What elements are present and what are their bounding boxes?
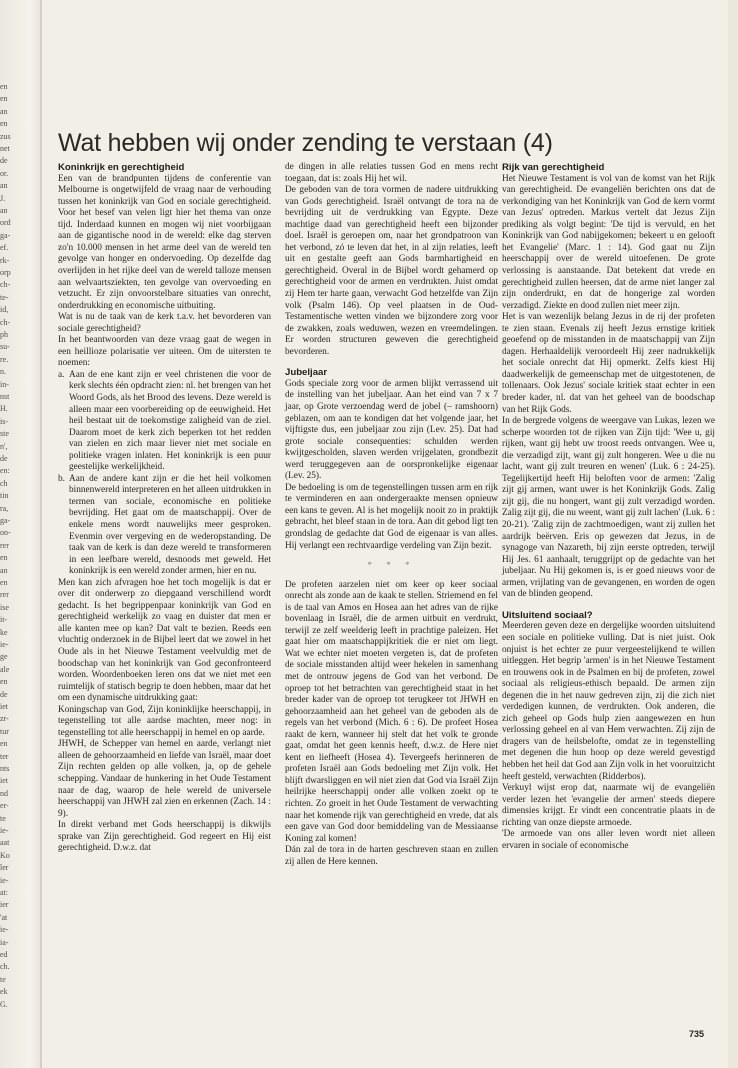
margin-fragment: ga- bbox=[0, 516, 11, 525]
margin-fragment: ste bbox=[0, 429, 9, 439]
margin-fragment: ter bbox=[0, 751, 9, 761]
paragraph-rijk-1: Het Nieuwe Testament is vol van de komst van het Rijk van gerechtigheid. De evangeliën berichten ons dat de verkondiging van het Koninkrijk van God de kern vormt van Jezus' optreden. Markus vertelt dat Jezus Zijn prediking als volgt begint: 'De tijd is vervuld, en het Koninkrijk van God nabijgekomen; bekeert u en gelooft het Evangelie' (Marc. 1 : 14). God gaat nu Zijn heerschappij over de wereld uitoefenen. De grote verlossing is aanstaande. Dat betekent dat vrede en gerechtigheid zullen heersen, dat de arme niet langer zal zijn onderdrukt, en dat de hongerige zal worden verzadigd. Ziekte en dood zullen niet meer zijn. bbox=[502, 173, 715, 311]
paragraph-definition: Koningschap van God, Zijn koninklijke heerschappij, in tegenstelling tot alle aardse machten, meer nog: in tegenstelling tot alle heerschappij in hemel en op aarde. bbox=[58, 704, 271, 738]
margin-fragment: ie- bbox=[0, 925, 9, 935]
margin-fragment: ef. bbox=[0, 243, 9, 253]
margin-fragment: ed bbox=[0, 950, 8, 959]
margin-fragment: en bbox=[0, 94, 8, 104]
article-title: Wat hebben wij onder zending te verstaan (4) bbox=[58, 129, 553, 157]
margin-fragment: Ko bbox=[0, 850, 10, 860]
margin-fragment: ia- bbox=[0, 937, 9, 947]
margin-fragment: ek bbox=[0, 987, 8, 997]
column-2 bbox=[285, 162, 498, 868]
paragraph-uitsluitend-2: Verkuyl wijst erop dat, naarmate wij de evangeliën verder lezen het 'evangelie der armen' steeds diepere dimensies krijgt. Er vindt een concentratie plaats in de richting van onze diepste armoede. bbox=[502, 783, 715, 828]
margin-fragment: en bbox=[0, 553, 8, 563]
paragraph-tora-harten: Dán zal de tora in de harten geschreven staan en zullen zij allen de Here kennen. bbox=[285, 845, 498, 867]
margin-fragment: en bbox=[0, 578, 8, 587]
margin-fragment: rer bbox=[0, 590, 9, 600]
margin-fragment: re. bbox=[0, 354, 9, 364]
list-item bbox=[58, 474, 271, 578]
section-separator: * * * bbox=[367, 560, 416, 571]
paragraph-jubeljaar-2: De bedoeling is om de tegenstellingen tussen arm en rijk te verminderen en aan ondergeraakte mensen opnieuw een kans te geven. Al is het mogelijk nooit zo in praktijk gebracht, het bleef staan in de tora. Aan dit gebod ligt ten grondslag de gedachte dat God de eigenaar is van alles. Hij verlangt een rechtvaardige verdeling van Zijn bezit. bbox=[285, 482, 498, 551]
margin-fragment: an bbox=[0, 106, 8, 116]
margin-fragment: de bbox=[0, 689, 8, 699]
list-item-text: Aan de andere kant zijn er die het heil volkomen binnenwereld interpreteren en het alleen uitdrukken in termen van sociale, economische en politieke bevrijding. Het gaat om de maatschappij. Over de enkele mens wordt nauwelijks meer gesproken. Evenmin over vergeving en de wederopstanding. De taak van de kerk is dan deze wereld te transformeren in een leefbare wereld, desnoods met geweld. Het koninkrijk is een wereld zonder armen, hier en nu. bbox=[69, 473, 271, 577]
list-item-text: Aan de ene kant zijn er veel christenen die voor de kerk slechts één opdracht zien: nl. het brengen van het Woord Gods, als het Brood des levens. Deze wereld is alleen maar een voorbereiding op de eeuwigheid. Het heil bestaat uit de toekomstige zaligheid van de ziel. Daarom moet de kerk zich beperken tot het redden van zielen en zich maar liever niet met sociale en politieke vragen inlaten. Het koninkrijk is een puur geestelijke werkelijkheid. bbox=[69, 369, 271, 473]
margin-fragment: ga- bbox=[0, 230, 11, 240]
margin-fragment: ord bbox=[0, 218, 11, 228]
column-1 bbox=[58, 162, 271, 855]
section-heading-rijk: Rijk van gerechtigheid bbox=[502, 162, 605, 173]
margin-fragment: orp bbox=[0, 268, 11, 277]
margin-fragment: an bbox=[0, 206, 8, 215]
margin-fragment: ra, bbox=[0, 503, 9, 513]
paragraph-rijk-2: Het is van wezenlijk belang Jezus in de rij der profeten te zien staan. Evenals zij heeft Jezus ernstige kritiek geoefend op de misstanden in de maatschappij van Zijn dagen. Herhaaldelijk veroordeelt Hij zeer nadrukkelijk het sociale onrecht dat Hij opmerkt. Zelfs kiest Hij daadwerkelijk de gemeenschap met de uitgestotenen, de tollenaars. Ook Jezus' sociale kritiek staat echter in een breder kader, nl. dat van het geheel van de boodschap van het Rijk Gods. bbox=[502, 312, 715, 415]
paragraph-jhwh: JHWH, de Schepper van hemel en aarde, verlangt niet alleen de gehoorzaamheid en liefde van Israël, maar doet Zijn rechten gelden op alle volken, ja, op de gehele schepping. Vandaar de hunkering in het Oude Testament naar de dag, waarop de hele wereld de universele heerschappij van JHWH zal zien en erkennen (Zach. 14 : 9). bbox=[58, 739, 271, 819]
margin-fragment: ch- bbox=[0, 280, 11, 290]
margin-fragment: ch bbox=[0, 478, 8, 488]
margin-fragment: n', bbox=[0, 441, 8, 451]
margin-fragment: 'at bbox=[0, 912, 8, 922]
column-3 bbox=[502, 162, 715, 852]
margin-fragment: ise bbox=[0, 602, 9, 612]
paragraph-uitsluitend-3: 'De armoede van ons aller leven wordt niet alleen ervaren in sociale of economische bbox=[502, 829, 715, 851]
paragraph-verband: In direkt verband met Gods heerschappij is dikwijls sprake van Zijn gerechtigheid. God regeert en Hij eist gerechtigheid. D.w.z. dat bbox=[58, 820, 271, 854]
margin-fragment: ch. bbox=[0, 962, 10, 972]
paragraph-polarisation: In het beantwoorden van deze vraag gaat de wegen in een heillioze polarisatie ver uiteen. Om de uitersten te noemen: bbox=[58, 335, 271, 369]
margin-fragment: in- bbox=[0, 379, 9, 389]
list-item bbox=[58, 370, 271, 474]
margin-fragment: id, bbox=[0, 305, 9, 315]
margin-fragment: ch- bbox=[0, 317, 11, 327]
paragraph-after-list: Men kan zich afvragen hoe het toch mogelijk is dat er over dit onderwerp zo diepgaand verschillend wordt gedacht. Is het begrippenpaar koninkrijk van God en gerechtigheid werkelijk zo vaag en duister dat men er alle kanten mee op kan? Dat valt te bezien. Reeds een vluchtig onderzoek in de Bijbel leert dat we zowel in het Oude als in het Nieuwe Testament veelvuldig met de boodschap van het koninkrijk van God geconfronteerd worden. Woordenboeken leren ons dat we niet met een ruimtelijk of statisch begrip te doen hebben, maar dat het om een dynamische uitdrukking gaat: bbox=[58, 577, 271, 704]
section-heading-jubeljaar: Jubeljaar bbox=[285, 367, 328, 379]
margin-fragment: or. bbox=[0, 168, 9, 178]
margin-fragment: on- bbox=[0, 528, 11, 538]
margin-fragment: en bbox=[0, 82, 8, 91]
margin-fragment: ke bbox=[0, 627, 8, 637]
margin-fragment: an bbox=[0, 181, 8, 191]
margin-fragment: it- bbox=[0, 615, 8, 625]
paragraph-intro: Een van de brandpunten tijdens de conferentie van Melbourne is ongetwijfeld de vraag naar de verhouding tussen het koninkrijk van God en sociale gerechtigheid. Voor het besef van velen ligt hier het thema van onze tijd. Inderdaad kunnen en mogen wij niet voorbijgaan aan de gigantische nood in de wereld: elke dag sterven zo'n 10.000 mensen in het arme deel van de wereld ten gevolge van honger en ondervoeding. Op dezelfde dag overlijden in het rijke deel van de wereld talloze mensen aan welvaartsziekten, ten gevolge van overvoeding en vetzucht. Er zijn onvoorstelbare situaties van onrecht, onderdrukking en economische uitbuiting. bbox=[58, 173, 271, 311]
margin-fragment: zus bbox=[0, 131, 11, 141]
margin-fragment: ler bbox=[0, 863, 9, 873]
paragraph-profeten: De profeten aarzelen niet om keer op keer sociaal onrecht als zonde aan de kaak te stellen. Striemend en fel is de taal van Amos en Hosea aan het adres van de rijke bovenlaag in Israël, die de armen uitbuit en verdrukt, terwijl ze zelf weelderig leeft in prachtige paleizen. Het gaat hier om maatschappijkritiek die er niet om liegt. Wat we echter niet moeten vergeten is, dat de profeten de sociale misstanden altijd weer hekelen in samenhang met de ontrouw jegens de God van het verbond. De oproep tot het betrachten van gerechtigheid staat in het breder kader van de oproep tot terugkeer tot JHWH en gehoorzaamheid aan het geheel van de geboden als de regels van het verbond (Mich. 6 : 6). De profeet Hosea raakt de kern, wanneer hij stelt dat het volk te gronde gaat, omdat het geen kennis heeft, d.w.z. de Here niet kent en liefheeft (Hosea 4). Tevergeefs herinneren de profeten Israël aan Gods bedoeling met Zijn volk. Het blijft dwarsliggen en wil niet zien dat God via Israël Zijn heilrijke heerschappij onder alle volken zoekt op te richten. Zo groeit in het Oude Testament de verwachting naar het komende rijk van gerechtigheid en vrede, dat als een gave van God door bemiddeling van de Messiaanse Koning zal komen! bbox=[285, 579, 498, 844]
margin-fragment: en bbox=[0, 119, 8, 129]
margin-fragment: te- bbox=[0, 292, 9, 302]
section-heading-uitsluitend: Uitsluitend sociaal? bbox=[502, 609, 593, 621]
margin-fragment: iet bbox=[0, 776, 8, 786]
paragraph-jubeljaar-1: Gods speciale zorg voor de armen blijkt verrassend uit de instelling van het jubeljaar. Aan het eind van 7 x 7 jaar, op Grote verzoendag werd de jobel (– ramshoorn) geblazen, om aan te kondigen dat het volgende jaar, het vijftigste dus, een jubeljaar zou zijn (Lev. 25). Dat had grote sociale consequenties: schulden werden kwijtgescholden, slaven werden vrijgelaten, grondbezit werd teruggegeven aan de oorspronkelijke eigenaar (Lev. 25). bbox=[285, 378, 498, 482]
margin-fragment: zr- bbox=[0, 714, 9, 724]
margin-fragment: net bbox=[0, 144, 10, 153]
margin-fragment: ie- bbox=[0, 640, 9, 649]
extremes-list bbox=[58, 370, 271, 578]
margin-fragment: H. bbox=[0, 404, 8, 414]
margin-fragment: ie- bbox=[0, 826, 9, 835]
margin-fragment: tin bbox=[0, 491, 9, 501]
section-heading-koninkrijk: Koninkrijk en gerechtigheid bbox=[58, 162, 185, 173]
margin-fragment: at: bbox=[0, 888, 8, 897]
paragraph-tora: De geboden van de tora vormen de nadere uitdrukking van Gods gerechtigheid. Israël ontvangt de tora na de bevrijding uit de verdrukking van Egypte. Deze machtige daad van gerechtigheid heeft een bijzonder doel. Israël is geroepen om, naar het grondpatroon van het verbond, zó te leven dat het, in al zijn relaties, leeft uit en gestalte geeft aan Gods barmhartigheid en gerechtigheid. Overal in de Bijbel wordt gehamerd op gerechtigheid voor de armen en verdrukten. Juist omdat zij Hem ter harte gaan, verwacht God hetzelfde van Zijn volk (Psalm 146). Op veel plaatsen in de Oud-Testamentische wetten vinden we bijzondere zorg voor de zwakken, zoals weduwen, wezen en vreemdelingen. Er worden structuren geweven die gerechtigheid bevorderen. bbox=[285, 185, 498, 357]
page-fold-line bbox=[40, 0, 42, 1068]
margin-fragment: aat bbox=[0, 838, 10, 848]
margin-fragment: nst bbox=[0, 392, 10, 401]
margin-fragment: ge bbox=[0, 652, 8, 662]
margin-fragment: ier bbox=[0, 900, 9, 910]
margin-fragment: ale bbox=[0, 664, 10, 674]
margin-fragment: rk- bbox=[0, 255, 10, 265]
margin-fragment: rer bbox=[0, 540, 9, 550]
paragraph-question: Wat is nu de taak van de kerk t.a.v. het bevorderen van sociale gerechtigheid? bbox=[58, 312, 271, 334]
margin-fragment: en bbox=[0, 677, 8, 687]
margin-fragment: iet bbox=[0, 702, 8, 711]
page-number: 735 bbox=[689, 1029, 705, 1039]
margin-fragment: en bbox=[0, 739, 8, 749]
margin-fragment: n. bbox=[0, 367, 6, 377]
margin-fragment: te bbox=[0, 974, 6, 984]
margin-fragment: J. bbox=[0, 193, 6, 203]
list-marker: b. bbox=[58, 473, 65, 484]
margin-fragment: nd bbox=[0, 788, 8, 798]
paragraph-rijk-3: In de bergrede volgens de weergave van Lukas, lezen we scherpe woorden tot de rijken van Zijn tijd: 'Wee u, gij rijken, want gij hebt uw troost reeds ontvangen. Wee u, die verzadigd zijt, want gij zult hongeren. Wee u die nu lacht, want gij zult treuren en wenen' (Luk. 6 : 24-25). Tegelijkertijd heeft Hij beloften voor de armen: 'Zalig zijt gij armen, want uwer is het Koninkrijk Gods. Zalig zijt gij, die nu hongert, want gij zult verzadigd worden. Zalig zijt gij, die nu weent, want gij zult lachen' (Luk. 6 : 20-21). 'Zalig zijn de zachtmoedigen, want zij zullen het aardrijk beërven. Eris op gewezen dat Jezus, in de synagoge van Nazareth, bij zijn eerste optreden, terwijl Hij Jes. 61 aanhaalt, teruggrijpt op de gedachte van het jubeljaar. Nu Hij gekomen is, is er goed nieuws voor de armen, vrijlating van de gevangenen, en worden de ogen van de blinden geopend. bbox=[502, 416, 715, 600]
margin-fragment: G. bbox=[0, 999, 8, 1009]
margin-fragment: en: bbox=[0, 466, 10, 476]
margin-fragment: er- bbox=[0, 801, 9, 811]
margin-fragment: su- bbox=[0, 342, 10, 352]
margin-fragment: tur bbox=[0, 726, 9, 736]
margin-fragment: ph bbox=[0, 330, 8, 339]
paragraph-continuation: de dingen in alle relaties tussen God en mens recht toegaan, dat is: zoals Hij het wil. bbox=[285, 162, 498, 184]
margin-fragment: an bbox=[0, 565, 8, 575]
margin-fragment: ie- bbox=[0, 875, 9, 885]
margin-fragment: is- bbox=[0, 416, 8, 426]
margin-fragment: de bbox=[0, 454, 8, 463]
margin-fragment: de bbox=[0, 156, 8, 166]
margin-fragment: nts bbox=[0, 764, 10, 773]
margin-fragment: te bbox=[0, 813, 6, 823]
paragraph-uitsluitend-1: Meerderen geven deze en dergelijke woorden uitsluitend een sociale en politieke vulling. Dat is niet juist. Ook onjuist is het echter ze puur vergeestelijkend te willen uitleggen. Het begrip 'armen' is in het Nieuwe Testament en trouwens ook in de Psalmen en bij de profeten, zowel sociaal als religieus-ethisch bepaald. De armen zijn degenen die in het nauw gedreven zijn, zij die zich niet verdedigen kunnen, de verdrukten. Ook anderen, die zich geheel op Gods hulp zien aangewezen en hun verlossing geheel en al van Hem verwachten. Zij zijn de dragers van de heilsbelofte, omdat ze in tegenstelling met degenen die hun hoop op deze wereld gevestigd hebben het heil dat God aan Zijn volk in het vooruitzicht heeft gesteld, verwachten (Ridderbos). bbox=[502, 621, 715, 782]
list-marker: a. bbox=[58, 369, 65, 380]
